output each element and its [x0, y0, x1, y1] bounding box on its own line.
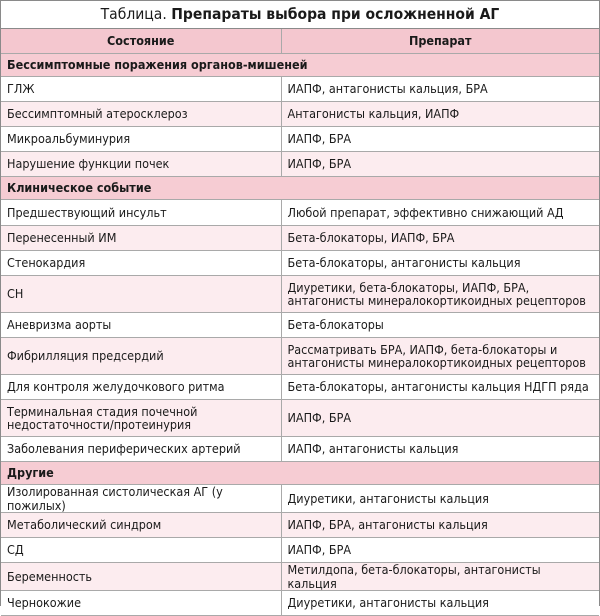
table-row	[1, 338, 599, 375]
condition-cell: Терминальная стадия почечной недостаточности/протеинурия	[1, 400, 281, 437]
condition-cell: Беременность	[1, 563, 281, 591]
condition-cell: Заболевания периферических артерий	[1, 437, 281, 462]
drug-cell: Диуретики, бета-блокаторы, ИАПФ, БРА, антагонисты минералокортикоидных рецепторов	[281, 276, 599, 313]
condition-cell: Предшествующий инсульт	[1, 200, 281, 226]
drug-cell: Бета-блокаторы, ИАПФ, БРА	[281, 226, 599, 251]
drug-cell: Диуретики, антагонисты кальция	[281, 485, 599, 513]
drug-cell: Метилдопа, бета-блокаторы, антагонисты кальция	[281, 563, 599, 591]
table-row	[1, 313, 599, 338]
drug-cell: Диуретики, антагонисты кальция	[281, 591, 599, 616]
drug-cell: ИАПФ, БРА, антагонисты кальция	[281, 513, 599, 538]
condition-cell: СД	[1, 538, 281, 563]
table-body	[1, 54, 599, 616]
header-condition: Состояние	[1, 29, 281, 54]
drug-cell: ИАПФ, БРА	[281, 538, 599, 563]
condition-cell: Фибрилляция предсердий	[1, 338, 281, 375]
table-row	[1, 538, 599, 563]
drug-cell: Любой препарат, эффективно снижающий АД	[281, 200, 599, 226]
table-row	[1, 77, 599, 102]
drug-cell: ИАПФ, БРА	[281, 400, 599, 437]
drug-cell: ИАПФ, антагонисты кальция, БРА	[281, 77, 599, 102]
table-row	[1, 437, 599, 462]
table-row	[1, 276, 599, 313]
section-row	[1, 462, 599, 485]
section-row	[1, 54, 599, 77]
table-row	[1, 251, 599, 276]
table-row	[1, 563, 599, 591]
title-prefix: Таблица.	[100, 5, 167, 23]
header-row	[1, 29, 599, 54]
condition-cell: ГЛЖ	[1, 77, 281, 102]
table-row	[1, 400, 599, 437]
drug-cell: ИАПФ, антагонисты кальция	[281, 437, 599, 462]
drug-table	[1, 29, 599, 616]
drug-cell: Рассматривать БРА, ИАПФ, бета-блокаторы и антагонисты минералокортикоидных рецепторов	[281, 338, 599, 375]
table-row	[1, 375, 599, 400]
condition-cell: Стенокардия	[1, 251, 281, 276]
table-row	[1, 513, 599, 538]
condition-cell: Для контроля желудочкового ритма	[1, 375, 281, 400]
condition-cell: Бессимптомный атеросклероз	[1, 102, 281, 127]
drug-cell: Антагонисты кальция, ИАПФ	[281, 102, 599, 127]
condition-cell: Метаболический синдром	[1, 513, 281, 538]
drug-cell: ИАПФ, БРА	[281, 127, 599, 152]
table-row	[1, 127, 599, 152]
condition-cell: Перенесенный ИМ	[1, 226, 281, 251]
condition-cell: Чернокожие	[1, 591, 281, 616]
section-row	[1, 177, 599, 200]
table-row	[1, 226, 599, 251]
section-title: Другие	[1, 462, 599, 485]
drug-cell: Бета-блокаторы, антагонисты кальция НДГП ряда	[281, 375, 599, 400]
condition-cell: Нарушение функции почек	[1, 152, 281, 177]
title-main: Препараты выбора при осложненной АГ	[171, 5, 500, 23]
drug-cell: Бета-блокаторы, антагонисты кальция	[281, 251, 599, 276]
table-row	[1, 102, 599, 127]
header-drug: Препарат	[281, 29, 599, 54]
condition-cell: Микроальбуминурия	[1, 127, 281, 152]
table-title	[1, 1, 599, 29]
table-row	[1, 485, 599, 513]
drug-cell: ИАПФ, БРА	[281, 152, 599, 177]
condition-cell: Аневризма аорты	[1, 313, 281, 338]
condition-cell: СН	[1, 276, 281, 313]
section-title: Клиническое событие	[1, 177, 599, 200]
section-title: Бессимптомные поражения органов-мишеней	[1, 54, 599, 77]
drug-cell: Бета-блокаторы	[281, 313, 599, 338]
condition-cell: Изолированная систолическая АГ (у пожилых)	[1, 485, 281, 513]
table-row	[1, 152, 599, 177]
table-row	[1, 591, 599, 616]
table-row	[1, 200, 599, 226]
